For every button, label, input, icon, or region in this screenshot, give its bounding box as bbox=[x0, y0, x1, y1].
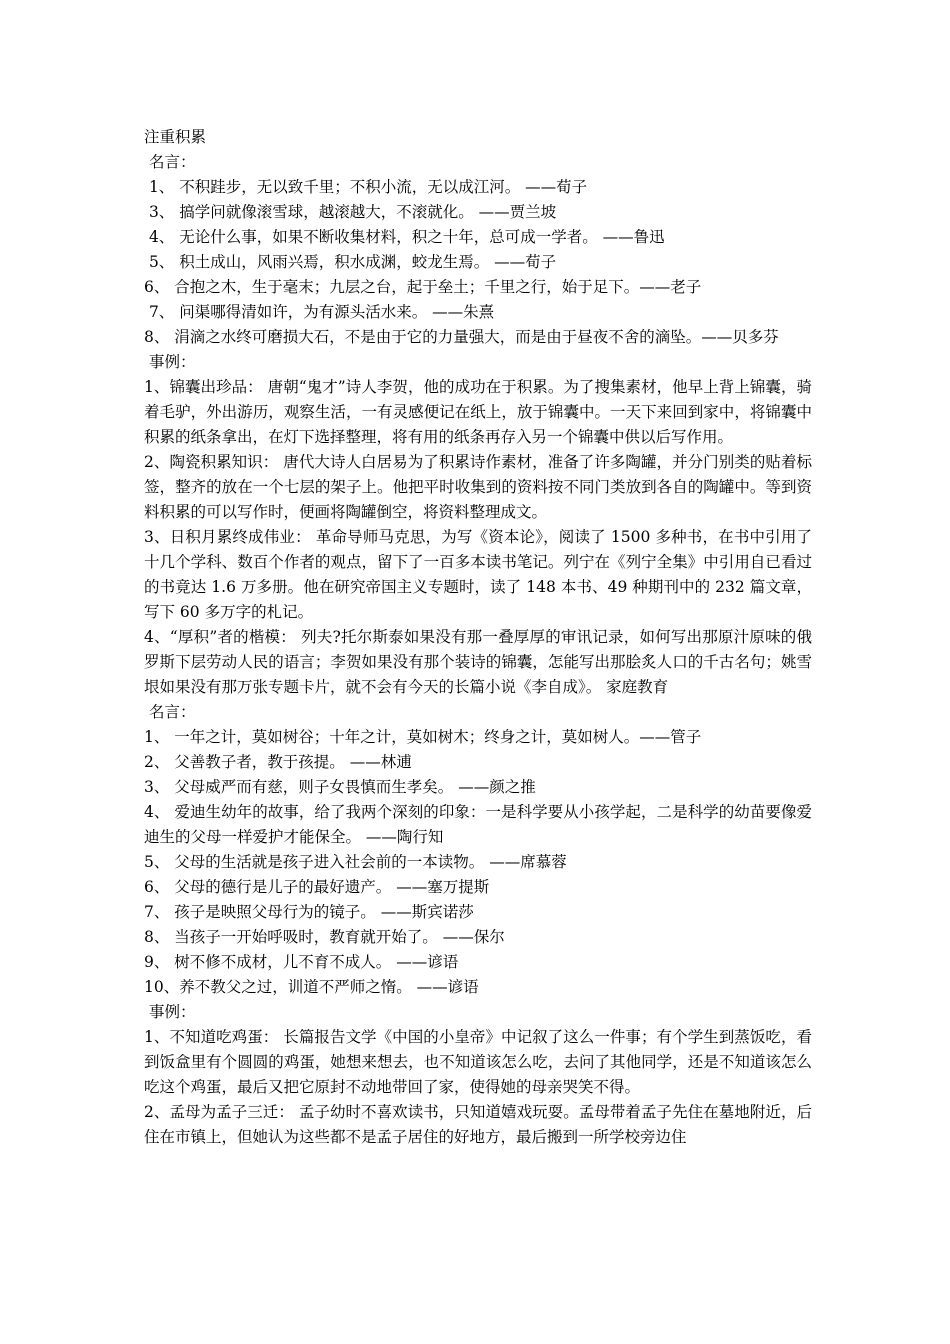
example-paragraph: 1、锦囊出珍品： 唐朝“鬼才”诗人李贺，他的成功在于积累。为了搜集素材，他早上背上锦囊，骑着毛驴，外出游历，观察生活，一有灵感便记在纸上，放于锦囊中。一天下来回到家中，将锦囊中积累的纸条拿出，在灯下选择整理，将有用的纸条再存入另一个锦囊中供以后写作用。 bbox=[144, 378, 812, 446]
section-title: 注重积累 bbox=[144, 128, 207, 146]
quote-line: 7、 孩子是映照父母行为的镜子。 ——斯宾诺莎 bbox=[144, 903, 474, 921]
quote-line: 4、 无论什么事，如果不断收集材料，积之十年，总可成一学者。 ——鲁迅 bbox=[144, 228, 665, 246]
quotes-label: 名言： bbox=[144, 153, 196, 171]
example-paragraph: 2、陶瓷积累知识： 唐代大诗人白居易为了积累诗作素材，准备了许多陶罐，并分门别类的贴着标签，整齐的放在一个七层的架子上。他把平时收集到的资料按不同门类放到各自的陶罐中。等到资料积累的可以写作时，便画将陶罐倒空，将资料整理成文。 bbox=[144, 453, 812, 521]
example-paragraph: 1、不知道吃鸡蛋： 长篇报告文学《中国的小皇帝》中记叙了这么一件事；有个学生到蒸饭吃，看到饭盒里有个圆圆的鸡蛋，她想来想去，也不知道该怎么吃，去问了其他同学，还是不知道该怎么吃这个鸡蛋，最后又把它原封不动地带回了家，使得她的母亲哭笑不得。 bbox=[144, 1028, 812, 1096]
quote-line: 1、 不积跬步，无以致千里；不积小流，无以成江河。 ——荀子 bbox=[144, 178, 588, 196]
document-page bbox=[144, 125, 812, 1150]
quote-line: 3、 搞学问就像滚雪球，越滚越大，不滚就化。 ——贾兰坡 bbox=[144, 203, 557, 221]
example-paragraph: 2、孟母为孟子三迁： 孟子幼时不喜欢读书，只知道嬉戏玩耍。孟母带着孟子先住在墓地附近，后住在市镇上，但她认为这些都不是孟子居住的好地方，最后搬到一所学校旁边住 bbox=[144, 1103, 812, 1146]
quote-line: 7、 问渠哪得清如许，为有源头活水来。 ——朱熹 bbox=[144, 303, 495, 321]
quote-line: 10、养不教父之过，训道不严师之惰。 ——谚语 bbox=[144, 978, 479, 996]
quote-line: 3、 父母威严而有慈，则子女畏慎而生孝矣。 ——颜之推 bbox=[144, 778, 536, 796]
quote-line: 6、 父母的德行是儿子的最好遗产。 ——塞万提斯 bbox=[144, 878, 490, 896]
quote-line: 9、 树不修不成材，儿不育不成人。 ——谚语 bbox=[144, 953, 459, 971]
quote-line: 5、 父母的生活就是孩子进入社会前的一本读物。 ——席慕蓉 bbox=[144, 853, 567, 871]
examples-label: 事例： bbox=[144, 353, 196, 371]
quote-paragraph: 4、 爱迪生幼年的故事，给了我两个深刻的印象：一是科学要从小孩学起，二是科学的幼苗要像爱迪生的父母一样爱护才能保全。 ——陶行知 bbox=[144, 803, 812, 846]
quote-paragraph: 8、 涓滴之水终可磨损大石，不是由于它的力量强大，而是由于昼夜不舍的滴坠。——贝多芬 bbox=[144, 328, 779, 346]
example-paragraph: 4、“厚积”者的楷模： 列夫?托尔斯泰如果没有那一叠厚厚的审讯记录，如何写出那原汁原味的俄罗斯下层劳动人民的语言；李贺如果没有那个装诗的锦囊，怎能写出那脍炙人口的千古名句；姚雪垠如果没有那万张专题卡片，就不会有今天的长篇小说《李自成》。 家庭教育 bbox=[144, 628, 812, 696]
quote-line: 2、 父善教子者，教于孩提。 ——林逋 bbox=[144, 753, 412, 771]
quote-line: 6、 合抱之木，生于毫末；九层之台，起于垒土；千里之行，始于足下。——老子 bbox=[144, 278, 702, 296]
example-paragraph: 3、日积月累终成伟业： 革命导师马克思，为写《资本论》，阅读了 1500 多种书，在书中引用了十几个学科、数百个作者的观点，留下了一百多本读书笔记。列宁在《列宁全集》中引用自已看过的书竟达 1.6 万多册。他在研究帝国主义专题时，读了 148 本书、49 种期刊中的 232 篇文章，写下 60 多万字的札记。 bbox=[144, 528, 812, 621]
quote-line: 8、 当孩子一开始呼吸时，教育就开始了。 ——保尔 bbox=[144, 928, 505, 946]
quote-line: 1、 一年之计，莫如树谷；十年之计，莫如树木；终身之计，莫如树人。——管子 bbox=[144, 728, 702, 746]
quote-line: 5、 积土成山，风雨兴焉，积水成渊，蛟龙生焉。 ——荀子 bbox=[144, 253, 557, 271]
examples-label: 事例： bbox=[144, 1003, 196, 1021]
quotes-label: 名言： bbox=[144, 703, 196, 721]
